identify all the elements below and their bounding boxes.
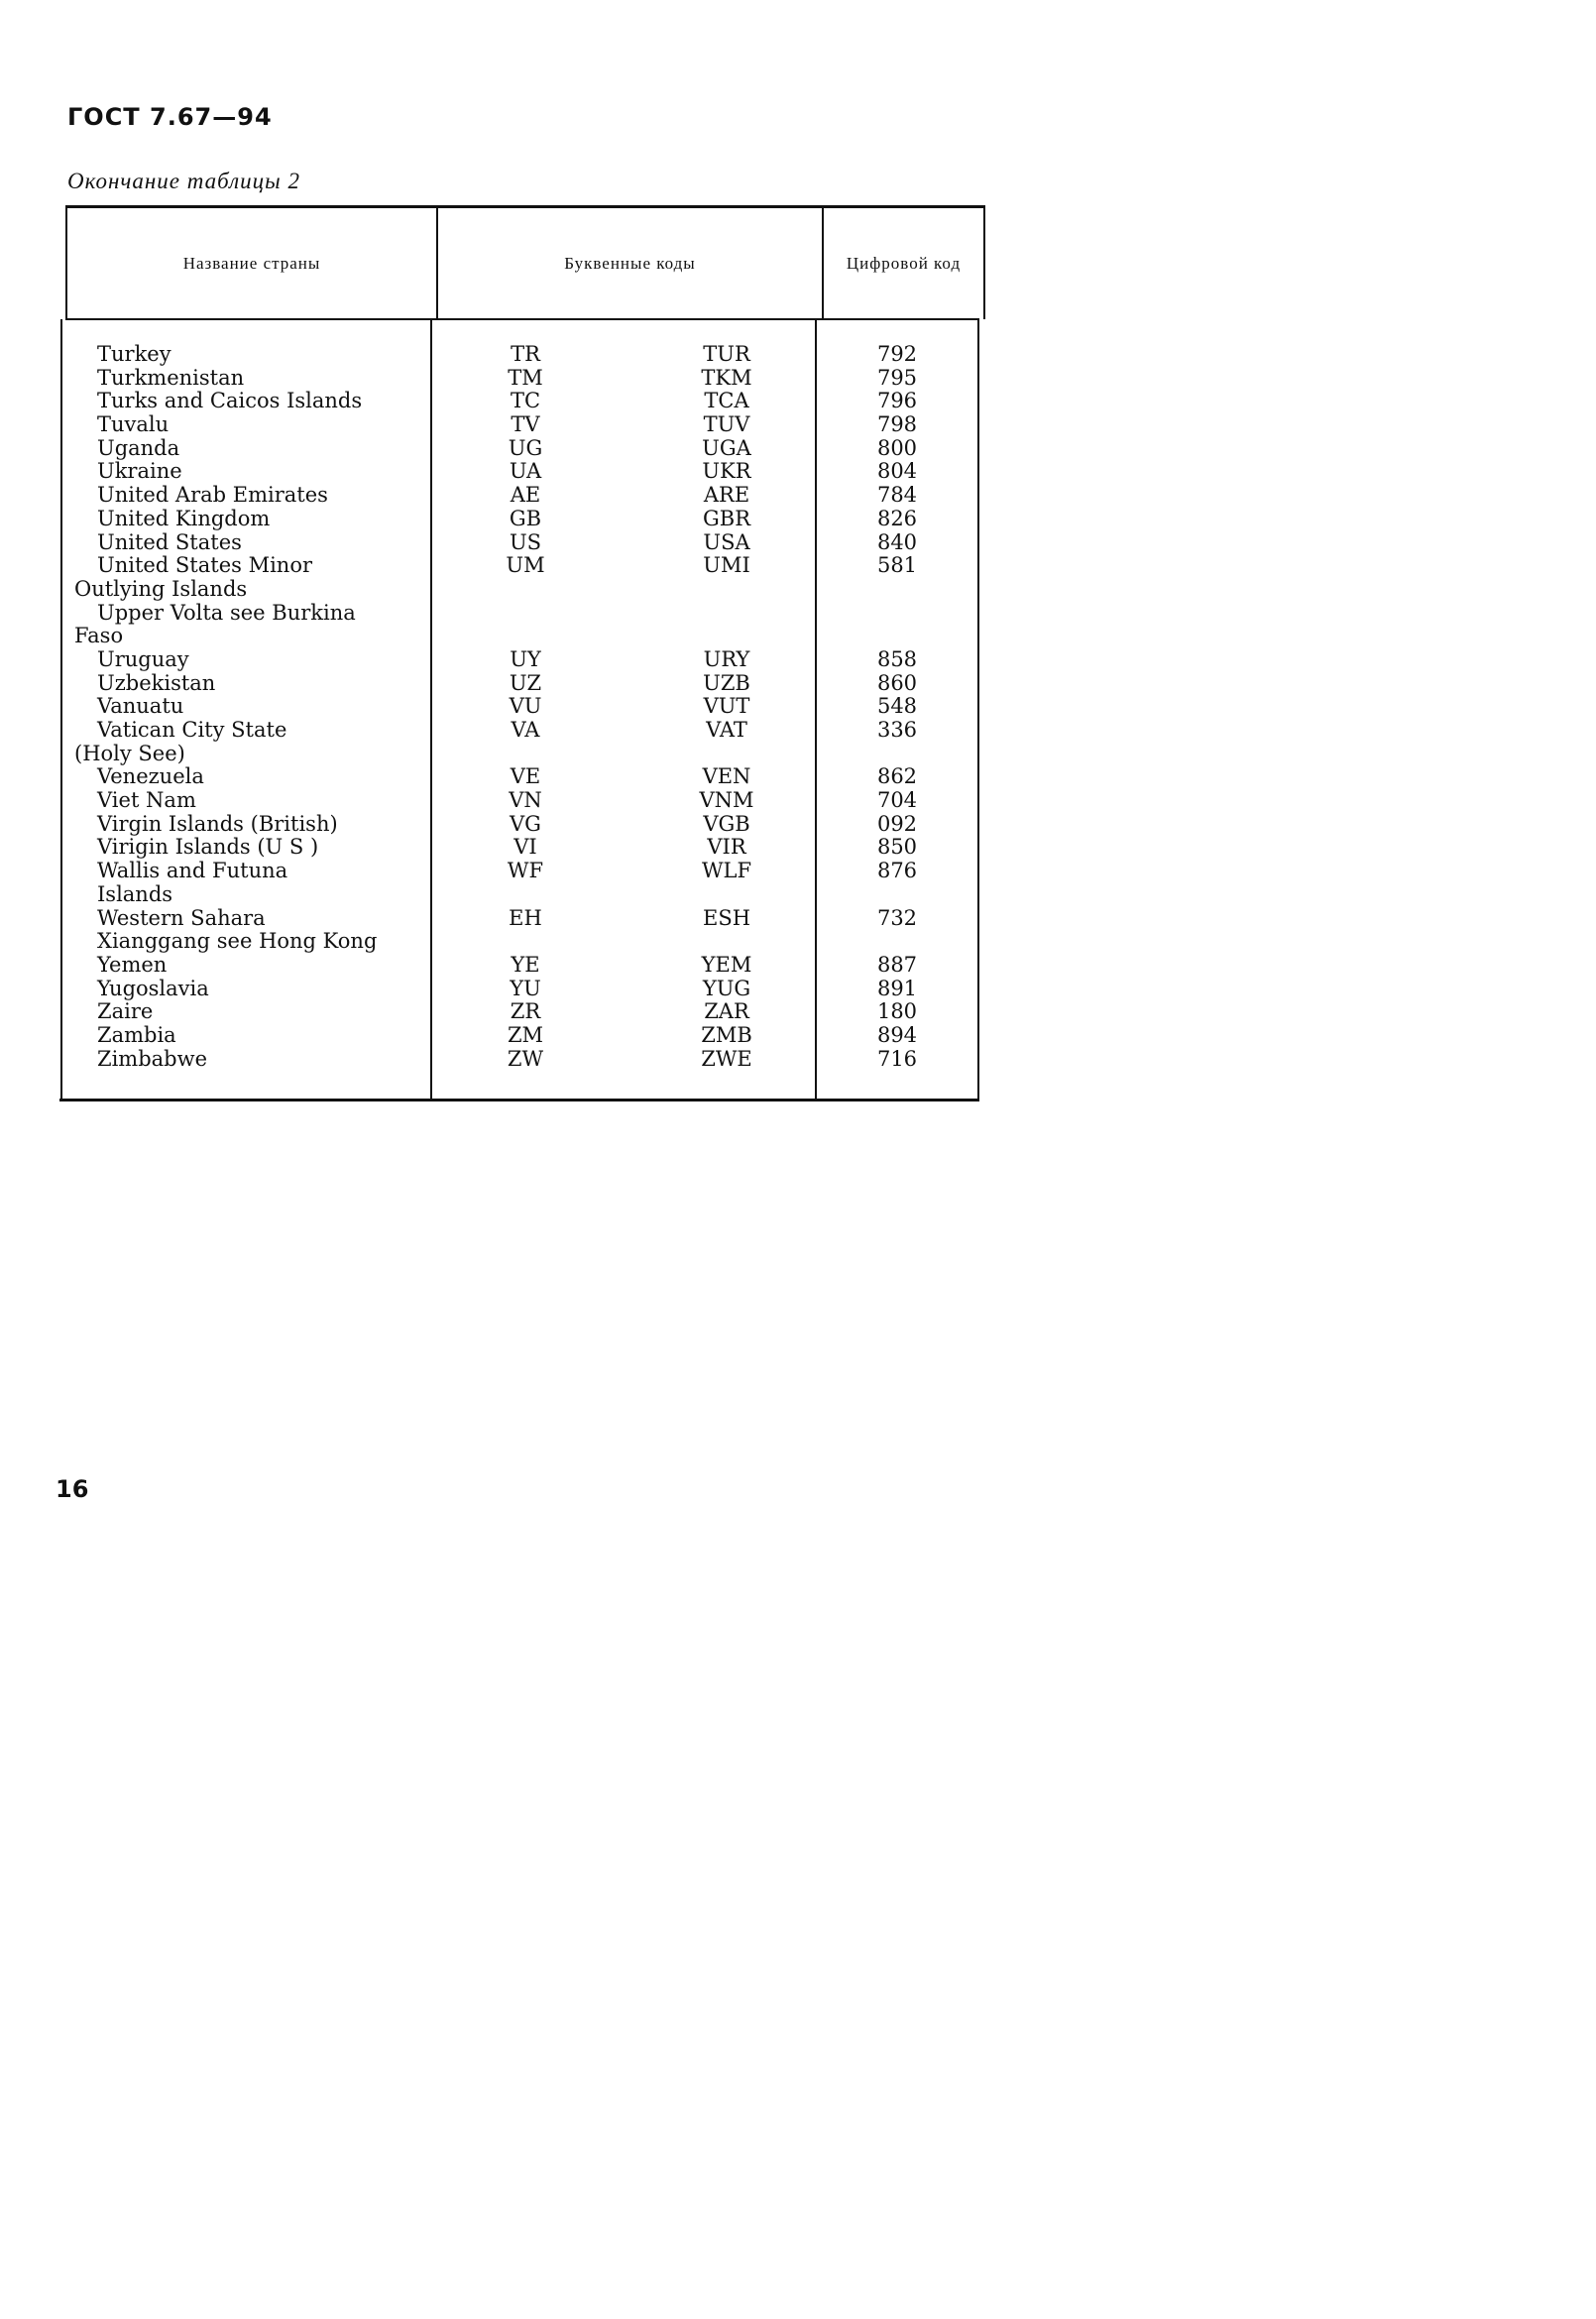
country-name: Outlying Islands (74, 576, 248, 601)
alpha3-code: VNM (699, 788, 754, 813)
alpha2-code: UG (508, 435, 543, 460)
table-row (59, 672, 981, 696)
alpha3-code: TUV (703, 412, 750, 437)
table-row (59, 648, 981, 672)
country-name: Viet Nam (97, 788, 196, 813)
table-row (59, 508, 981, 531)
table-row (59, 789, 981, 813)
alpha2-code: YE (511, 952, 540, 977)
alpha3-code: TKM (701, 365, 752, 390)
right-border (983, 208, 985, 319)
alpha2-code: VU (509, 694, 542, 719)
numeric-code: 092 (876, 811, 918, 836)
alpha2-code: ZM (507, 1022, 544, 1047)
numeric-code: 795 (876, 365, 918, 390)
numeric-code: 860 (876, 670, 918, 695)
country-name: Islands (97, 881, 173, 906)
alpha2-code: UM (506, 553, 545, 578)
table-row (59, 343, 981, 367)
numeric-code: 784 (876, 483, 918, 508)
table-row (59, 460, 981, 484)
numeric-code: 548 (876, 694, 918, 719)
alpha2-code: GB (509, 506, 542, 530)
alpha2-code: TM (508, 365, 543, 390)
country-name: Xianggang see Hong Kong (97, 929, 378, 954)
country-name: Tuvalu (97, 412, 170, 437)
alpha3-code: ZAR (704, 999, 749, 1024)
alpha3-code: VUT (703, 694, 750, 719)
numeric-code: 862 (876, 764, 918, 789)
header-numeric-code: Цифровой код (846, 254, 962, 273)
alpha2-code: VG (510, 811, 541, 836)
table-row (59, 978, 981, 1001)
alpha3-code: YEM (701, 952, 752, 977)
page-number: 16 (56, 1475, 89, 1503)
country-name: Vanuatu (97, 694, 184, 719)
numeric-code: 796 (876, 389, 918, 413)
country-name: Zambia (97, 1022, 176, 1047)
alpha2-code: UY (510, 646, 541, 671)
country-name: Turkmenistan (97, 365, 245, 390)
table-row (59, 1024, 981, 1048)
alpha2-code: VI (513, 835, 537, 860)
country-name: Vatican City State (97, 718, 287, 742)
table-row (59, 484, 981, 508)
numeric-code: 804 (876, 459, 918, 484)
country-name: Zimbabwe (97, 1046, 208, 1071)
country-name: United Arab Emirates (97, 483, 328, 508)
alpha3-code: UZB (703, 670, 750, 695)
table-top-rule (65, 205, 985, 208)
alpha3-code: VAT (706, 718, 747, 742)
alpha2-code: WF (507, 859, 544, 883)
numeric-code: 800 (876, 435, 918, 460)
numeric-code: 891 (876, 976, 918, 1000)
country-name: Virigin Islands (U S ) (97, 835, 319, 860)
table-row (59, 695, 981, 719)
table-row (59, 437, 981, 461)
table-row (59, 836, 981, 860)
alpha2-code: VA (511, 718, 540, 742)
header-bottom-rule (65, 318, 979, 320)
country-name: Wallis and Futuna (97, 859, 288, 883)
alpha3-code: USA (703, 529, 750, 554)
table-row (59, 1000, 981, 1024)
header-country-name: Название страны (182, 254, 321, 273)
alpha2-code: TC (510, 389, 541, 413)
numeric-code: 887 (876, 952, 918, 977)
alpha2-code: TR (511, 342, 540, 366)
table-row (59, 765, 981, 789)
alpha3-code: VEN (702, 764, 751, 789)
country-name: Uzbekistan (97, 670, 216, 695)
numeric-code: 180 (876, 999, 918, 1024)
alpha3-code: WLF (701, 859, 752, 883)
alpha3-code: GBR (702, 506, 751, 530)
alpha2-code: UA (509, 459, 542, 484)
numeric-code: 798 (876, 412, 918, 437)
numeric-code: 894 (876, 1022, 918, 1047)
numeric-code: 840 (876, 529, 918, 554)
numeric-code: 826 (876, 506, 918, 530)
country-name: Uruguay (97, 646, 189, 671)
table-row (59, 602, 981, 626)
numeric-code: 732 (876, 905, 918, 930)
alpha3-code: ZMB (701, 1022, 752, 1047)
table-row (59, 954, 981, 978)
numeric-code: 792 (876, 342, 918, 366)
alpha3-code: UMI (703, 553, 750, 578)
alpha3-code: ARE (703, 483, 750, 508)
alpha3-code: ZWE (701, 1046, 752, 1071)
table-row (59, 1048, 981, 1072)
table-row (59, 860, 981, 883)
alpha2-code: AE (510, 483, 541, 508)
country-name: Virgin Islands (British) (97, 811, 338, 836)
alpha2-code: UZ (509, 670, 542, 695)
table-row (59, 813, 981, 837)
numeric-code: 336 (876, 718, 918, 742)
country-name: United Kingdom (97, 506, 271, 530)
alpha2-code: ZR (510, 999, 541, 1024)
document-number: ГОСТ 7.67—94 (67, 103, 273, 131)
country-name: Turkey (97, 342, 171, 366)
header-alpha-codes: Буквенные коды (564, 254, 696, 273)
alpha3-code: UKR (702, 459, 751, 484)
table-row (59, 578, 981, 602)
alpha2-code: ZW (507, 1046, 544, 1071)
numeric-code: 704 (876, 788, 918, 813)
numeric-code: 858 (876, 646, 918, 671)
alpha3-code: VIR (707, 835, 746, 860)
alpha3-code: ESH (702, 905, 751, 930)
country-name: Venezuela (97, 764, 204, 789)
country-name: Yemen (97, 952, 168, 977)
table-row (59, 625, 981, 648)
alpha3-code: YUG (702, 976, 751, 1000)
table-row (59, 907, 981, 931)
alpha3-code: UGA (702, 435, 751, 460)
alpha2-code: EH (509, 905, 542, 930)
country-name: Faso (74, 624, 124, 648)
numeric-code: 850 (876, 835, 918, 860)
table-row (59, 390, 981, 413)
table-row (59, 883, 981, 907)
table-body (59, 343, 981, 1071)
country-name: Western Sahara (97, 905, 266, 930)
numeric-code: 716 (876, 1046, 918, 1071)
numeric-code: 581 (876, 553, 918, 578)
country-name: Zaire (97, 999, 154, 1024)
table-row (59, 554, 981, 578)
alpha2-code: VN (509, 788, 542, 813)
alpha2-code: US (509, 529, 542, 554)
alpha3-code: VGB (703, 811, 750, 836)
country-name: Ukraine (97, 459, 182, 484)
table-caption: Окончание таблицы 2 (67, 169, 300, 193)
table-row (59, 413, 981, 437)
country-name: (Holy See) (74, 741, 185, 765)
country-name: Upper Volta see Burkina (97, 600, 356, 625)
table-row (59, 367, 981, 391)
alpha2-code: YU (510, 976, 541, 1000)
table-bottom-rule (59, 1099, 979, 1102)
country-name: Uganda (97, 435, 180, 460)
country-name: United States (97, 529, 242, 554)
table-row (59, 930, 981, 954)
alpha3-code: TUR (703, 342, 750, 366)
table-row (59, 719, 981, 743)
alpha2-code: VE (510, 764, 541, 789)
country-name: Yugoslavia (97, 976, 209, 1000)
country-name: Turks and Caicos Islands (97, 389, 363, 413)
alpha2-code: TV (511, 412, 540, 437)
table-row (59, 743, 981, 766)
country-name: United States Minor (97, 553, 313, 578)
table-row (59, 531, 981, 555)
alpha3-code: TCA (704, 389, 749, 413)
numeric-code: 876 (876, 859, 918, 883)
alpha3-code: URY (703, 646, 750, 671)
